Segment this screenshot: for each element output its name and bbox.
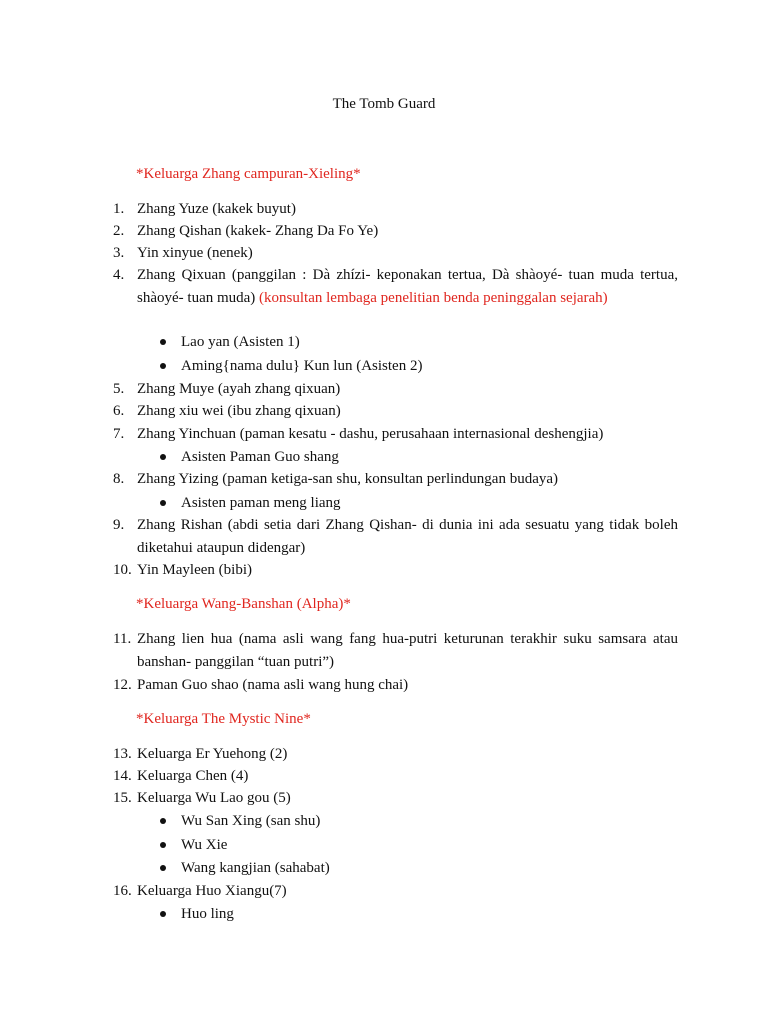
list-number: 4. xyxy=(113,267,125,283)
list-item xyxy=(113,880,678,903)
list-item xyxy=(113,514,678,560)
bullet-text: Lao yan (Asisten 1) xyxy=(181,334,300,350)
list-item xyxy=(113,765,678,788)
bullet-text: Wang kangjian (sahabat) xyxy=(181,860,330,876)
list-number: 3. xyxy=(113,245,125,261)
list-text: Zhang Yizing (paman ketiga-san shu, konsultan perlindungan budaya) xyxy=(137,471,559,487)
list-number: 6. xyxy=(113,403,125,419)
list-number: 11. xyxy=(113,631,132,647)
bullet-dot-icon xyxy=(160,454,166,460)
list-number: 15. xyxy=(113,790,132,806)
list-number: 7. xyxy=(113,426,125,442)
list-text xyxy=(137,264,678,310)
list-text: Zhang Rishan (abdi setia dari Zhang Qishan- di dunia ini ada sesuatu yang tidak boleh diketahui ataupun didengar) xyxy=(137,517,678,556)
list-text: Yin Mayleen (bibi) xyxy=(137,562,252,578)
list-text: Keluarga Er Yuehong (2) xyxy=(137,746,288,762)
bullet-dot-icon xyxy=(160,363,166,369)
bullet-text: Huo ling xyxy=(181,906,234,922)
bullet-dot-icon xyxy=(160,911,166,917)
list-text: Keluarga Chen (4) xyxy=(137,768,249,784)
bullet-item xyxy=(160,903,678,926)
list-number: 16. xyxy=(113,883,132,899)
bullet-text: Asisten Paman Guo shang xyxy=(181,449,339,465)
list-item xyxy=(113,198,678,221)
list-item xyxy=(113,220,678,243)
bullet-text: Aming{nama dulu} Kun lun (Asisten 2) xyxy=(181,358,423,374)
bullet-item xyxy=(160,446,678,469)
list-number: 8. xyxy=(113,471,125,487)
list-number: 2. xyxy=(113,223,125,239)
bullet-text: Wu San Xing (san shu) xyxy=(181,813,321,829)
list-number: 1. xyxy=(113,201,125,217)
list-number: 14. xyxy=(113,768,132,784)
list-text-red: (konsultan lembaga penelitian benda peninggalan sejarah) xyxy=(259,290,608,306)
list-text: Zhang Yinchuan (paman kesatu - dashu, perusahaan internasional deshengjia) xyxy=(137,426,604,442)
list-text: Zhang xiu wei (ibu zhang qixuan) xyxy=(137,403,341,419)
list-number: 13. xyxy=(113,746,132,762)
bullet-text: Wu Xie xyxy=(181,837,228,853)
list-text: Zhang Muye (ayah zhang qixuan) xyxy=(137,381,341,397)
bullet-item xyxy=(160,834,678,857)
list-item xyxy=(113,242,678,265)
list-item xyxy=(113,787,678,810)
section-heading-mystic-nine: *Keluarga The Mystic Nine* xyxy=(136,711,311,727)
bullet-item xyxy=(160,355,678,378)
list-item xyxy=(113,559,678,582)
list-item xyxy=(113,743,678,766)
list-text: Paman Guo shao (nama asli wang hung chai) xyxy=(137,677,409,693)
bullet-item xyxy=(160,810,678,833)
list-number: 5. xyxy=(113,381,125,397)
list-item xyxy=(113,400,678,423)
list-item xyxy=(113,423,678,446)
bullet-dot-icon xyxy=(160,818,166,824)
list-text: Zhang Yuze (kakek buyut) xyxy=(137,201,296,217)
list-item xyxy=(113,264,678,310)
bullet-item xyxy=(160,492,678,515)
list-item xyxy=(113,468,678,491)
bullet-dot-icon xyxy=(160,339,166,345)
bullet-dot-icon xyxy=(160,865,166,871)
page-title: The Tomb Guard xyxy=(332,96,436,112)
list-text: Keluarga Huo Xiangu(7) xyxy=(137,883,287,899)
bullet-dot-icon xyxy=(160,500,166,506)
bullet-text: Asisten paman meng liang xyxy=(181,495,341,511)
list-text: Zhang Qishan (kakek- Zhang Da Fo Ye) xyxy=(137,223,379,239)
list-number: 12. xyxy=(113,677,132,693)
bullet-dot-icon xyxy=(160,842,166,848)
list-item xyxy=(113,674,678,697)
bullet-item xyxy=(160,331,678,354)
list-text: Keluarga Wu Lao gou (5) xyxy=(137,790,291,806)
list-text: Zhang lien hua (nama asli wang fang hua-putri keturunan terakhir suku samsara atau banshan- panggilan “tuan putri”) xyxy=(137,631,678,670)
bullet-item xyxy=(160,857,678,880)
list-number: 10. xyxy=(113,562,132,578)
section-heading-wang: *Keluarga Wang-Banshan (Alpha)* xyxy=(136,596,351,612)
list-text: Yin xinyue (nenek) xyxy=(137,245,253,261)
list-text-main: Zhang Qixuan (panggilan : Dà zhízi- keponakan tertua, Dà shàoyé- tuan muda tertua, shàoyé- tuan muda) xyxy=(137,267,678,306)
list-item xyxy=(113,628,678,674)
list-number: 9. xyxy=(113,517,125,533)
list-item xyxy=(113,378,678,401)
section-heading-zhang: *Keluarga Zhang campuran-Xieling* xyxy=(136,166,361,182)
